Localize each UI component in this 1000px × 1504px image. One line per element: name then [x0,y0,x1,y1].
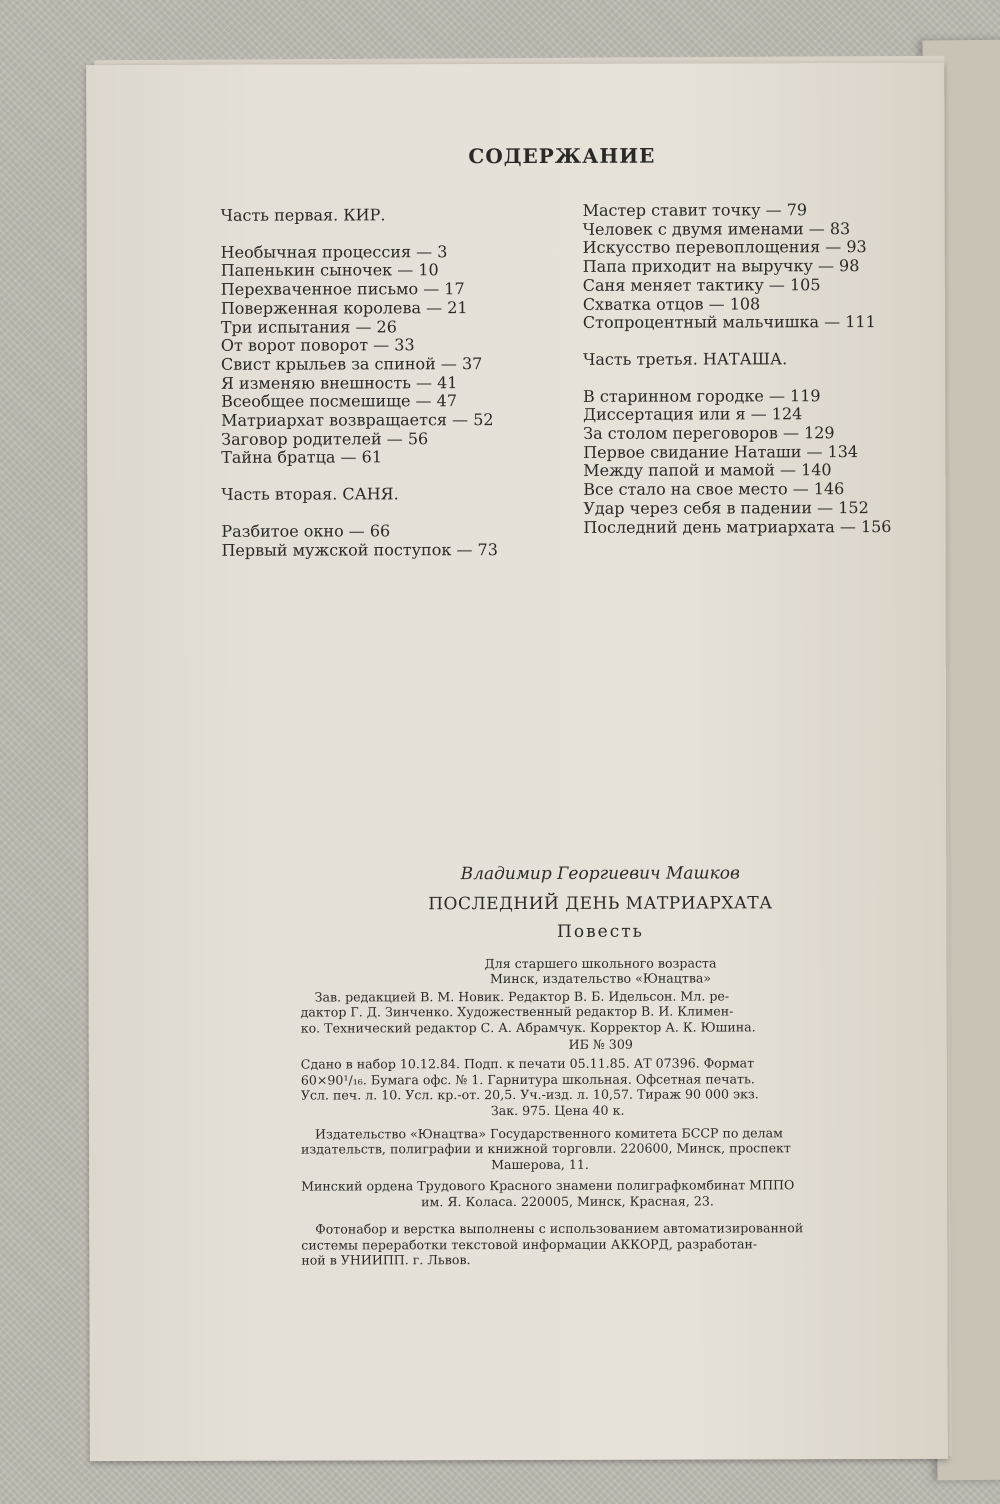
toc-entry: Первое свидание Наташи — 134 [583,441,859,462]
toc-entry: В старинном городке — 119 [583,385,821,406]
publisher-address-line: издательств, полиграфии и книжной торговли. 220600, Минск, проспект [300,1140,791,1158]
toc-entry: Искусство перевоплощения — 93 [582,237,867,258]
toc-entry: Матриархат возвращается — 52 [221,410,494,430]
author-name: Владимир Георгиевич Машков [460,863,740,885]
toc-spacer [221,467,497,486]
ib-number: ИБ № 309 [568,1036,633,1052]
publisher-line: Минск, издательство «Юнацтва» [489,970,712,987]
book-page [86,63,948,1461]
printer-line: им. Я. Коласа. 220005, Минск, Красная, 23. [421,1193,714,1209]
toc-entry: Папенькин сыночек — 10 [220,260,439,281]
toc-entry: Мастер ставит точку — 79 [582,200,808,220]
printer-block [301,1177,841,1209]
toc-entry: Саня меняет тактику — 105 [582,275,821,295]
toc-entry: Человек с двумя именами — 83 [582,218,851,239]
toc-spacer [221,504,497,523]
toc-entry: От ворот поворот — 33 [220,335,415,355]
toc-entry: Последний день матриархата — 156 [583,516,892,537]
toc-entry: Три испытания — 26 [220,316,397,337]
editors-line: ко. Технический редактор С. А. Абрамчук. Корректор А. К. Юшина. [300,1019,756,1036]
editors-line: Зав. редакцией В. М. Новик. Редактор В. Б. Идельсон. Мл. ре- [314,988,730,1005]
toc-right-column [583,201,892,537]
print-details-line: Зак. 975. Цена 40 к. [490,1102,625,1118]
editors-line: дактор Г. Д. Зинченко. Художественный редактор В. И. Климен- [300,1003,734,1020]
toc-entry: Разбитое окно — 66 [221,521,391,541]
book-title: ПОСЛЕДНИЙ ДЕНЬ МАТРИАРХАТА [428,893,773,915]
toc-entry: Заговор родителей — 56 [221,428,429,449]
toc-entry: Все стало на свое место — 146 [583,479,845,499]
toc-entry: Свист крыльев за спиной — 37 [220,354,483,374]
toc-entry: Я изменяю внешность — 41 [220,372,458,393]
typesetting-line: Фотонабор и верстка выполнены с использованием автоматизированной [315,1220,804,1237]
imprint-block [300,863,841,1268]
toc-spacer [221,225,497,244]
toc-entry: Диссертация или я — 124 [583,404,803,425]
toc-entry: Стопроцентный мальчишка — 111 [582,312,876,333]
print-details-line: Усл. печ. л. 10. Усл. кр.-от. 20,5. Уч.-изд. л. 10,57. Тираж 90 000 экз. [300,1086,759,1103]
book-genre: Повесть [556,921,644,942]
toc-entry: Между папой и мамой — 140 [583,460,832,481]
toc-entry: Удар через себя в падении — 152 [583,497,869,518]
publisher-address-line: Издательство «Юнацтва» Государственного комитета БССР по делам [314,1125,783,1142]
print-details-block [301,1056,841,1119]
printer-line: Минский ордена Трудового Красного знамени полиграфкомбинат МППО [301,1177,795,1194]
toc-entry: За столом переговоров — 129 [583,423,835,443]
audience-note: Для старшего школьного возраста [484,955,717,972]
toc-part-heading: Часть третья. НАТАША. [582,349,788,369]
toc-part-heading: Часть вторая. САНЯ. [221,484,399,504]
typesetting-block [301,1220,841,1268]
publisher-address-line: Машерова, 11. [491,1156,589,1172]
toc-entry: Перехваченное письмо — 17 [220,279,465,299]
toc-part-heading: Часть первая. КИР. [220,205,386,225]
toc-entry: Папа приходит на выручку — 98 [582,256,860,276]
toc-spacer [583,369,891,388]
print-details-line: 60×90¹/₁₆. Бумага офс. № 1. Гарнитура школьная. Офсетная печать. [300,1071,755,1088]
toc-entry: Первый мужской поступок — 73 [221,539,498,560]
toc-entry: Поверженная королева — 21 [220,297,468,318]
toc-spacer [583,332,891,351]
toc-left-column [221,206,498,560]
toc-entry: Всеобщее посмешище — 47 [221,391,458,412]
publisher-address-block [301,1125,841,1173]
toc-entry: Необычная процессия — 3 [220,241,448,262]
toc-title: СОДЕРЖАНИЕ [468,143,656,169]
toc-entry: Схватка отцов — 108 [582,293,761,314]
print-details-line: Сдано в набор 10.12.84. Подп. к печати 05.11.85. АТ 07396. Формат [300,1055,755,1073]
typesetting-line: системы переработки текстовой информации АККОРД, разработан- [301,1235,758,1253]
editors-block [301,988,841,1036]
toc-entry: Тайна братца — 61 [221,447,383,468]
typesetting-line: ной в УНИИПП. г. Львов. [301,1252,471,1268]
